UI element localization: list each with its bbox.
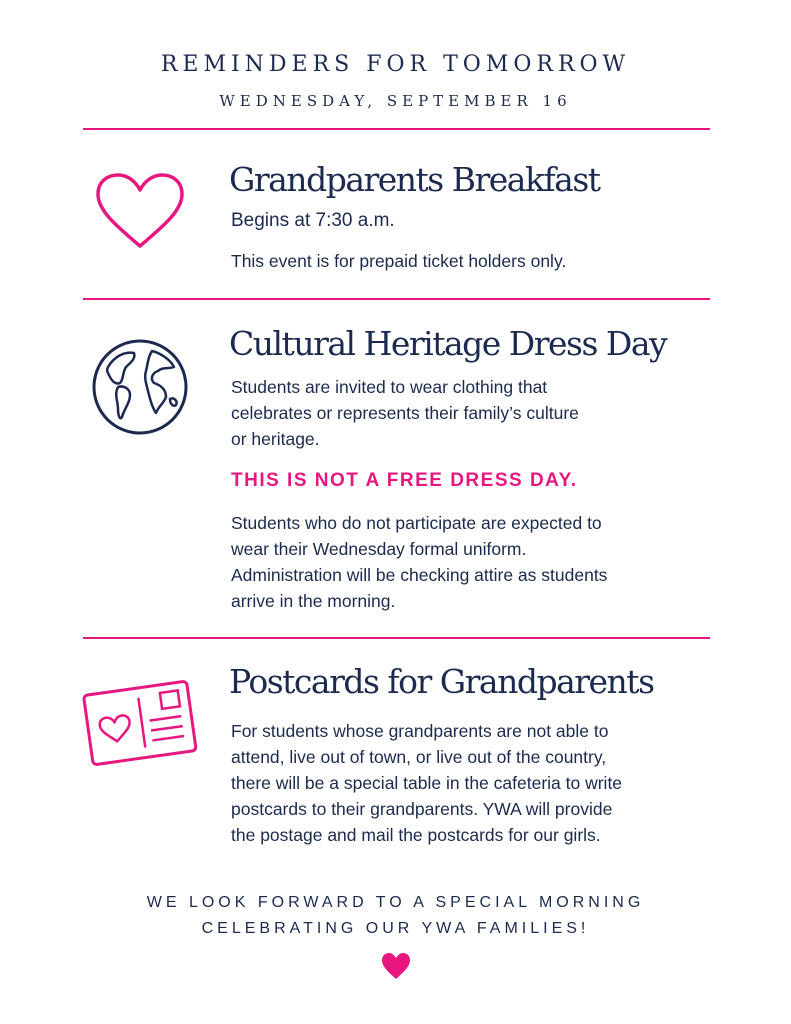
dress-day-alert: THIS IS NOT A FREE DRESS DAY. bbox=[231, 470, 578, 491]
text-line: postcards to their grandparents. YWA will provide bbox=[231, 799, 613, 819]
heart-outline-icon bbox=[94, 172, 186, 252]
text-line: the postage and mail the postcards for our girls. bbox=[231, 825, 601, 845]
text-line: Administration will be checking attire as students bbox=[231, 565, 608, 585]
footer-message bbox=[0, 890, 791, 942]
heart-filled-icon bbox=[381, 952, 411, 980]
text-line: For students whose grandparents are not able to bbox=[231, 721, 609, 741]
divider bbox=[83, 637, 710, 639]
dress-day-description bbox=[231, 374, 711, 452]
postcard-icon bbox=[80, 676, 200, 772]
page-title: REMINDERS FOR TOMORROW bbox=[160, 52, 631, 77]
text-line: there will be a special table in the cafeteria to write bbox=[231, 773, 623, 793]
dress-day-requirements bbox=[231, 510, 711, 614]
globe-icon bbox=[90, 337, 190, 437]
section-heading-postcards: Postcards for Grandparents bbox=[229, 662, 654, 701]
section-heading-breakfast: Grandparents Breakfast bbox=[229, 160, 600, 199]
breakfast-time: Begins at 7:30 a.m. bbox=[231, 210, 395, 231]
breakfast-note: This event is for prepaid ticket holders only. bbox=[231, 251, 567, 271]
footer-line: CELEBRATING OUR YWA FAMILIES! bbox=[201, 920, 590, 937]
text-line: attend, live out of town, or live out of the country, bbox=[231, 747, 607, 767]
divider bbox=[83, 128, 710, 130]
text-line: Students who do not participate are expected to bbox=[231, 513, 602, 533]
text-line: or heritage. bbox=[231, 429, 320, 449]
footer-line: WE LOOK FORWARD TO A SPECIAL MORNING bbox=[146, 894, 645, 911]
postcards-description bbox=[231, 718, 711, 848]
text-line: Students are invited to wear clothing that bbox=[231, 377, 548, 397]
text-line: arrive in the morning. bbox=[231, 591, 396, 611]
divider bbox=[83, 298, 710, 300]
page-date: WEDNESDAY, SEPTEMBER 16 bbox=[219, 92, 572, 110]
text-line: wear their Wednesday formal uniform. bbox=[231, 539, 527, 559]
text-line: celebrates or represents their family’s culture bbox=[231, 403, 579, 423]
section-heading-dress-day: Cultural Heritage Dress Day bbox=[229, 324, 667, 363]
